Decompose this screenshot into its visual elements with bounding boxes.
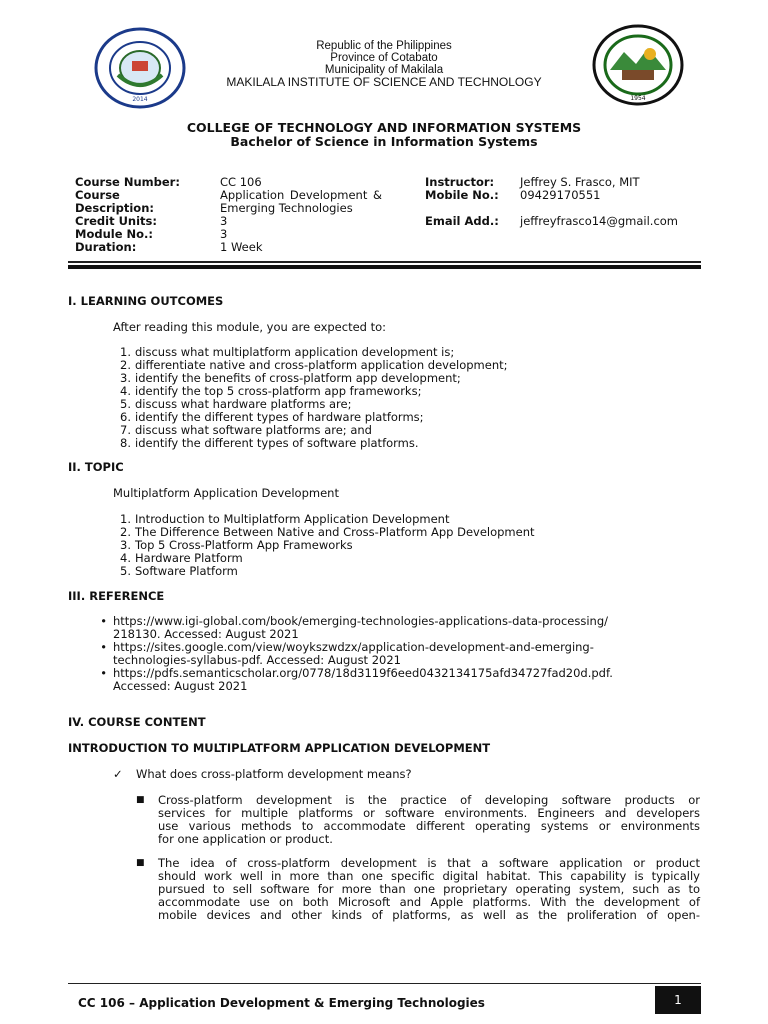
list-item: 1. Introduction to Multiplatform Application Development xyxy=(120,512,450,526)
college-title: COLLEGE OF TECHNOLOGY AND INFORMATION SYSTEMS xyxy=(186,120,582,135)
reference-item[interactable]: • https://pdfs.semanticscholar.org/0778/18d3119f6eed0432134175afd34727fad20d.pdf. Accessed: August 2021 xyxy=(100,666,613,693)
footer-course-title: CC 106 – Application Development & Emerging Technologies xyxy=(78,996,485,1010)
header-line-1: Republic of the Philippines xyxy=(316,40,452,52)
list-item: 5. Software Platform xyxy=(120,564,238,578)
list-item: 7. discuss what software platforms are; and xyxy=(120,423,372,437)
check-icon: ✓ xyxy=(113,767,123,781)
course-info-labels: Course Number: Course Description: Credit Units: Module No.: Duration: xyxy=(75,175,180,254)
list-item: 1. discuss what multiplatform application development is; xyxy=(120,345,455,359)
topic-list xyxy=(120,512,535,578)
section-course-content-title: IV. COURSE CONTENT xyxy=(68,715,206,729)
list-item: 5. discuss what hardware platforms are; xyxy=(120,397,352,411)
header-line-2: Province of Cotabato xyxy=(330,52,438,64)
svg-text:2014: 2014 xyxy=(132,96,148,103)
reference-list xyxy=(100,614,613,693)
paragraph-1: Cross-platform development is the practice of developing software products or services for multiple platforms or software environments. Engineers and developers use various methods to accommodate different operating systems or environments for one application or product. xyxy=(158,793,700,846)
learning-outcomes-intro: After reading this module, you are expected to: xyxy=(113,320,387,334)
course-info-values: CC 106 Application Development & Emerging Technologies 3 3 1 Week xyxy=(220,175,382,254)
list-item: 3. identify the benefits of cross-platform app development; xyxy=(120,371,461,385)
course-content-question: What does cross-platform development means? xyxy=(136,767,412,781)
section-topic-title: II. TOPIC xyxy=(68,460,124,474)
topic-intro: Multiplatform Application Development xyxy=(113,486,339,500)
section-learning-outcomes-title: I. LEARNING OUTCOMES xyxy=(68,294,224,308)
divider-thin xyxy=(68,261,701,263)
list-item: 4. Hardware Platform xyxy=(120,551,243,565)
header-line-3: Municipality of Makilala xyxy=(324,64,444,76)
reference-item[interactable]: • https://www.igi-global.com/book/emerging-technologies-applications-data-processing/ 218130. Accessed: August 2021 xyxy=(100,614,608,641)
email-link[interactable]: jeffreyfrasco14@gmail.com xyxy=(520,214,679,228)
list-item: 8. identify the different types of software platforms. xyxy=(120,436,419,450)
list-item: 2. The Difference Between Native and Cross-Platform App Development xyxy=(120,525,535,539)
reference-item[interactable]: • https://sites.google.com/view/woykszwdzx/application-development-and-emerging- technologies-syllabus-pdf. Accessed: August 2021 xyxy=(100,640,594,667)
instructor-info-labels: Instructor: Mobile No.: Email Add.: xyxy=(425,175,499,228)
course-content-subtitle: INTRODUCTION TO MULTIPLATFORM APPLICATION DEVELOPMENT xyxy=(68,741,491,755)
list-item: 3. Top 5 Cross-Platform App Frameworks xyxy=(120,538,353,552)
section-reference-title: III. REFERENCE xyxy=(68,589,165,603)
divider-thick xyxy=(68,265,701,269)
square-bullet-icon: ■ xyxy=(136,858,145,868)
instructor-info-values: Jeffrey S. Frasco, MIT 09429170551 jeffreyfrasco14@gmail.com xyxy=(520,175,679,228)
list-item: 4. identify the top 5 cross-platform app frameworks; xyxy=(120,384,422,398)
paragraph-2: The idea of cross-platform development is that a software application or product should work well in more than one specific digital habitat. This capability is typically pursued to sell software for more than one proprietary operating system, such as to accommodate use on both Microsoft and Apple platforms. With the development of mobile devices and other kinds of platforms, as well as the proliferation of open- xyxy=(158,856,700,922)
program-title: Bachelor of Science in Information Systems xyxy=(230,134,538,149)
list-item: 6. identify the different types of hardware platforms; xyxy=(120,410,424,424)
square-bullet-icon: ■ xyxy=(136,795,145,805)
svg-text:1954: 1954 xyxy=(630,95,646,102)
list-item: 2. differentiate native and cross-platform application development; xyxy=(120,358,508,372)
page-number: 1 xyxy=(655,986,701,1014)
learning-outcomes-list xyxy=(120,345,508,450)
footer-divider xyxy=(68,983,701,984)
header-line-4: MAKILALA INSTITUTE OF SCIENCE AND TECHNOLOGY xyxy=(226,75,542,89)
